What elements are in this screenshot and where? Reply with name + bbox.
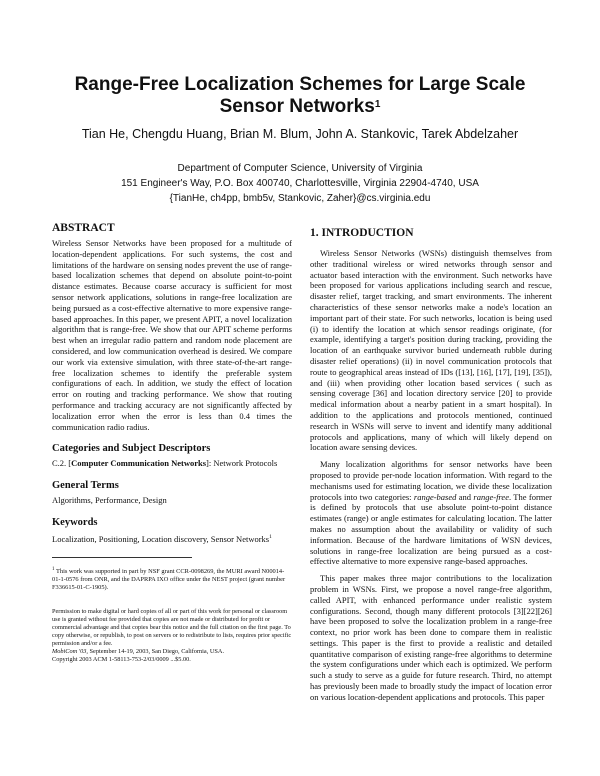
footnote-divider bbox=[52, 557, 192, 558]
affiliation-department: Department of Computer Science, University of Virginia bbox=[177, 163, 423, 174]
title-footnote-mark: 1 bbox=[374, 99, 381, 110]
permission-text: Permission to make digital or hard copies of all or part of this work for personal or classroom use is granted without fee provided that copies are not made or distributed for profit or commercial advantage and that copies bear this notice and the full citation on the first page. To copy otherwise, or republish, to post on servers or to redistribute to lists, requires prior specific permission and/or a fee. bbox=[52, 608, 292, 648]
footnote bbox=[52, 566, 292, 593]
abstract-text: Wireless Sensor Networks have been proposed for a multitude of location-dependent applications. For such systems, the cost and limitations of the hardware on sensing nodes prevent the use of range-based localization schemes that depend on absolute point-to-point distance estimates. Because coarse accuracy is sufficient for most sensor network applications, solutions in range-free localization are being pursued as a cost-effective alternative to more expensive range-based approaches. In this paper, we present APIT, a novel localization algorithm that is range-free. We show that our APIT scheme performs best when an irregular radio pattern and random node placement are considered, and low communication overhead is desired. We compare our work via extensive simulation, with three state-of-the-art range-free localization schemes to identify the preferable system configurations of each. In addition, we study the effect of location error on routing and tracking performance. We show that routing performance and tracking accuracy are not significantly affected by localization error when the error is less than 0.4 times the communication radio radius. bbox=[52, 238, 292, 432]
title-line-1: Range-Free Localization Schemes for Large Scale bbox=[74, 74, 526, 95]
title-line-2-text: Sensor Networks bbox=[219, 96, 375, 117]
affiliation bbox=[40, 161, 560, 206]
footnote-text: This work was supported in part by NSF grant CCR-0098269, the MURI award N00014-01-1-0576 from ONR, and the DAPRPA IXO office under the NEST project (grant number F336615-01-C-1905). bbox=[52, 567, 286, 592]
keywords-heading: Keywords bbox=[52, 516, 98, 528]
keywords-footnote-mark: 1 bbox=[269, 533, 272, 540]
left-column bbox=[52, 222, 292, 664]
paper-title bbox=[40, 74, 560, 118]
venue-italic: MobiCom '03, bbox=[52, 648, 88, 656]
footnote-mark: 1 bbox=[52, 566, 55, 572]
abstract-heading: ABSTRACT bbox=[52, 222, 115, 234]
general-terms-heading: General Terms bbox=[52, 480, 119, 492]
intro-paragraph-3: This paper makes three major contributions to the localization problem in WSNs. First, we propose a novel range-free algorithm, called APIT, with enhanced performance under realistic system configurations. Second, though many different protocols [3][22][26] have been proposed to solve the localization problem in a range-free context, no prior work has been done to compare them in realistic settings. This paper is the first to provide a realistic and detailed quantitative comparison of existing range-free algorithms to determine the system configurations under which each is optimized. We perform such a study to serve as a guide for future research. Third, no attempt has previously been made to broadly study the impact of location error on various location-dependent applications and protocols. This paper bbox=[310, 573, 552, 702]
venue-line bbox=[52, 648, 292, 656]
introduction-heading: 1. INTRODUCTION bbox=[310, 227, 414, 239]
intro-p2-part-a: Many localization algorithms for sensor networks have been proposed to provide per-node location information. With regard to the mechanisms used for estimating location, we divide these localization protocols into two categories: bbox=[310, 459, 552, 502]
general-terms-text: Algorithms, Performance, Design bbox=[52, 495, 167, 506]
copyright-line: Copyright 2003 ACM 1-58113-753-2/03/0009 ...$5.00. bbox=[52, 656, 191, 664]
affiliation-address: 151 Engineer's Way, P.O. Box 400740, Charlottesville, Virginia 22904-4740, USA bbox=[121, 178, 479, 189]
author-list: Tian He, Chengdu Huang, Brian M. Blum, John A. Stankovic, Tarek Abdelzaher bbox=[81, 127, 519, 141]
categories-code: C.2. [ bbox=[52, 458, 72, 469]
affiliation-emails: {TianHe, ch4pp, bmb5v, Stankovic, Zaher}@cs.virginia.edu bbox=[169, 193, 431, 204]
right-column bbox=[310, 222, 552, 703]
intro-p2-range-based: range-based bbox=[413, 491, 457, 502]
intro-paragraph-2 bbox=[310, 459, 552, 567]
title-line-2 bbox=[40, 96, 560, 118]
keywords-text bbox=[52, 532, 292, 545]
venue-rest: September 14-19, 2003, San Diego, California, USA. bbox=[87, 648, 225, 656]
intro-p2-part-b: and bbox=[456, 491, 474, 502]
intro-p2-part-c: . The former is defined by protocols that use absolute point-to-point distance estimates (range) or angle estimates for calculating location. The latter makes no assumption about the availability or validity of such information. Because of the hardware limitations of WSN devices, solutions in range-free localization are being pursued as a cost-effective alternative to more expensive range-based approaches. bbox=[310, 491, 553, 567]
categories-bold: Computer Communication Networks bbox=[71, 458, 207, 469]
keywords-list: Localization, Positioning, Location discovery, Sensor Networks bbox=[52, 533, 270, 544]
categories-text bbox=[52, 458, 292, 469]
intro-p2-range-free: range-free bbox=[473, 491, 509, 502]
categories-rest: ]: Network Protocols bbox=[206, 458, 278, 469]
categories-heading: Categories and Subject Descriptors bbox=[52, 443, 211, 455]
permission-notice bbox=[52, 608, 292, 664]
intro-paragraph-1: Wireless Sensor Networks (WSNs) distinguish themselves from other traditional wireless or wired networks through sensor and actuator based interaction with the environment. Such networks have been proposed for various applications including search and rescue, disaster relief, target tracking, and smart environments. The inherent characteristics of these sensor networks make a node's location an important part of their state. For such networks, location is being used (i) to identify the location at which sensor readings originate, (for example, identifying a target's position during tracking, providing the location of an earthquake survivor buried underneath rubble during disaster relief operations) (ii) in novel communication protocols that route to geographical areas instead of IDs ([13], [16], [17], [19], [35]), and (iii) when providing other location based services ( such as sensing coverage [36] and location directory service [20] to provide medical information about a nearby patient in a smart hospital). In addition to the applications and protocols mentioned, continued research in WSNs will serve to invent and identify many additional protocols and applications, many of which will likely depend on location aware sensing devices. bbox=[310, 248, 552, 453]
